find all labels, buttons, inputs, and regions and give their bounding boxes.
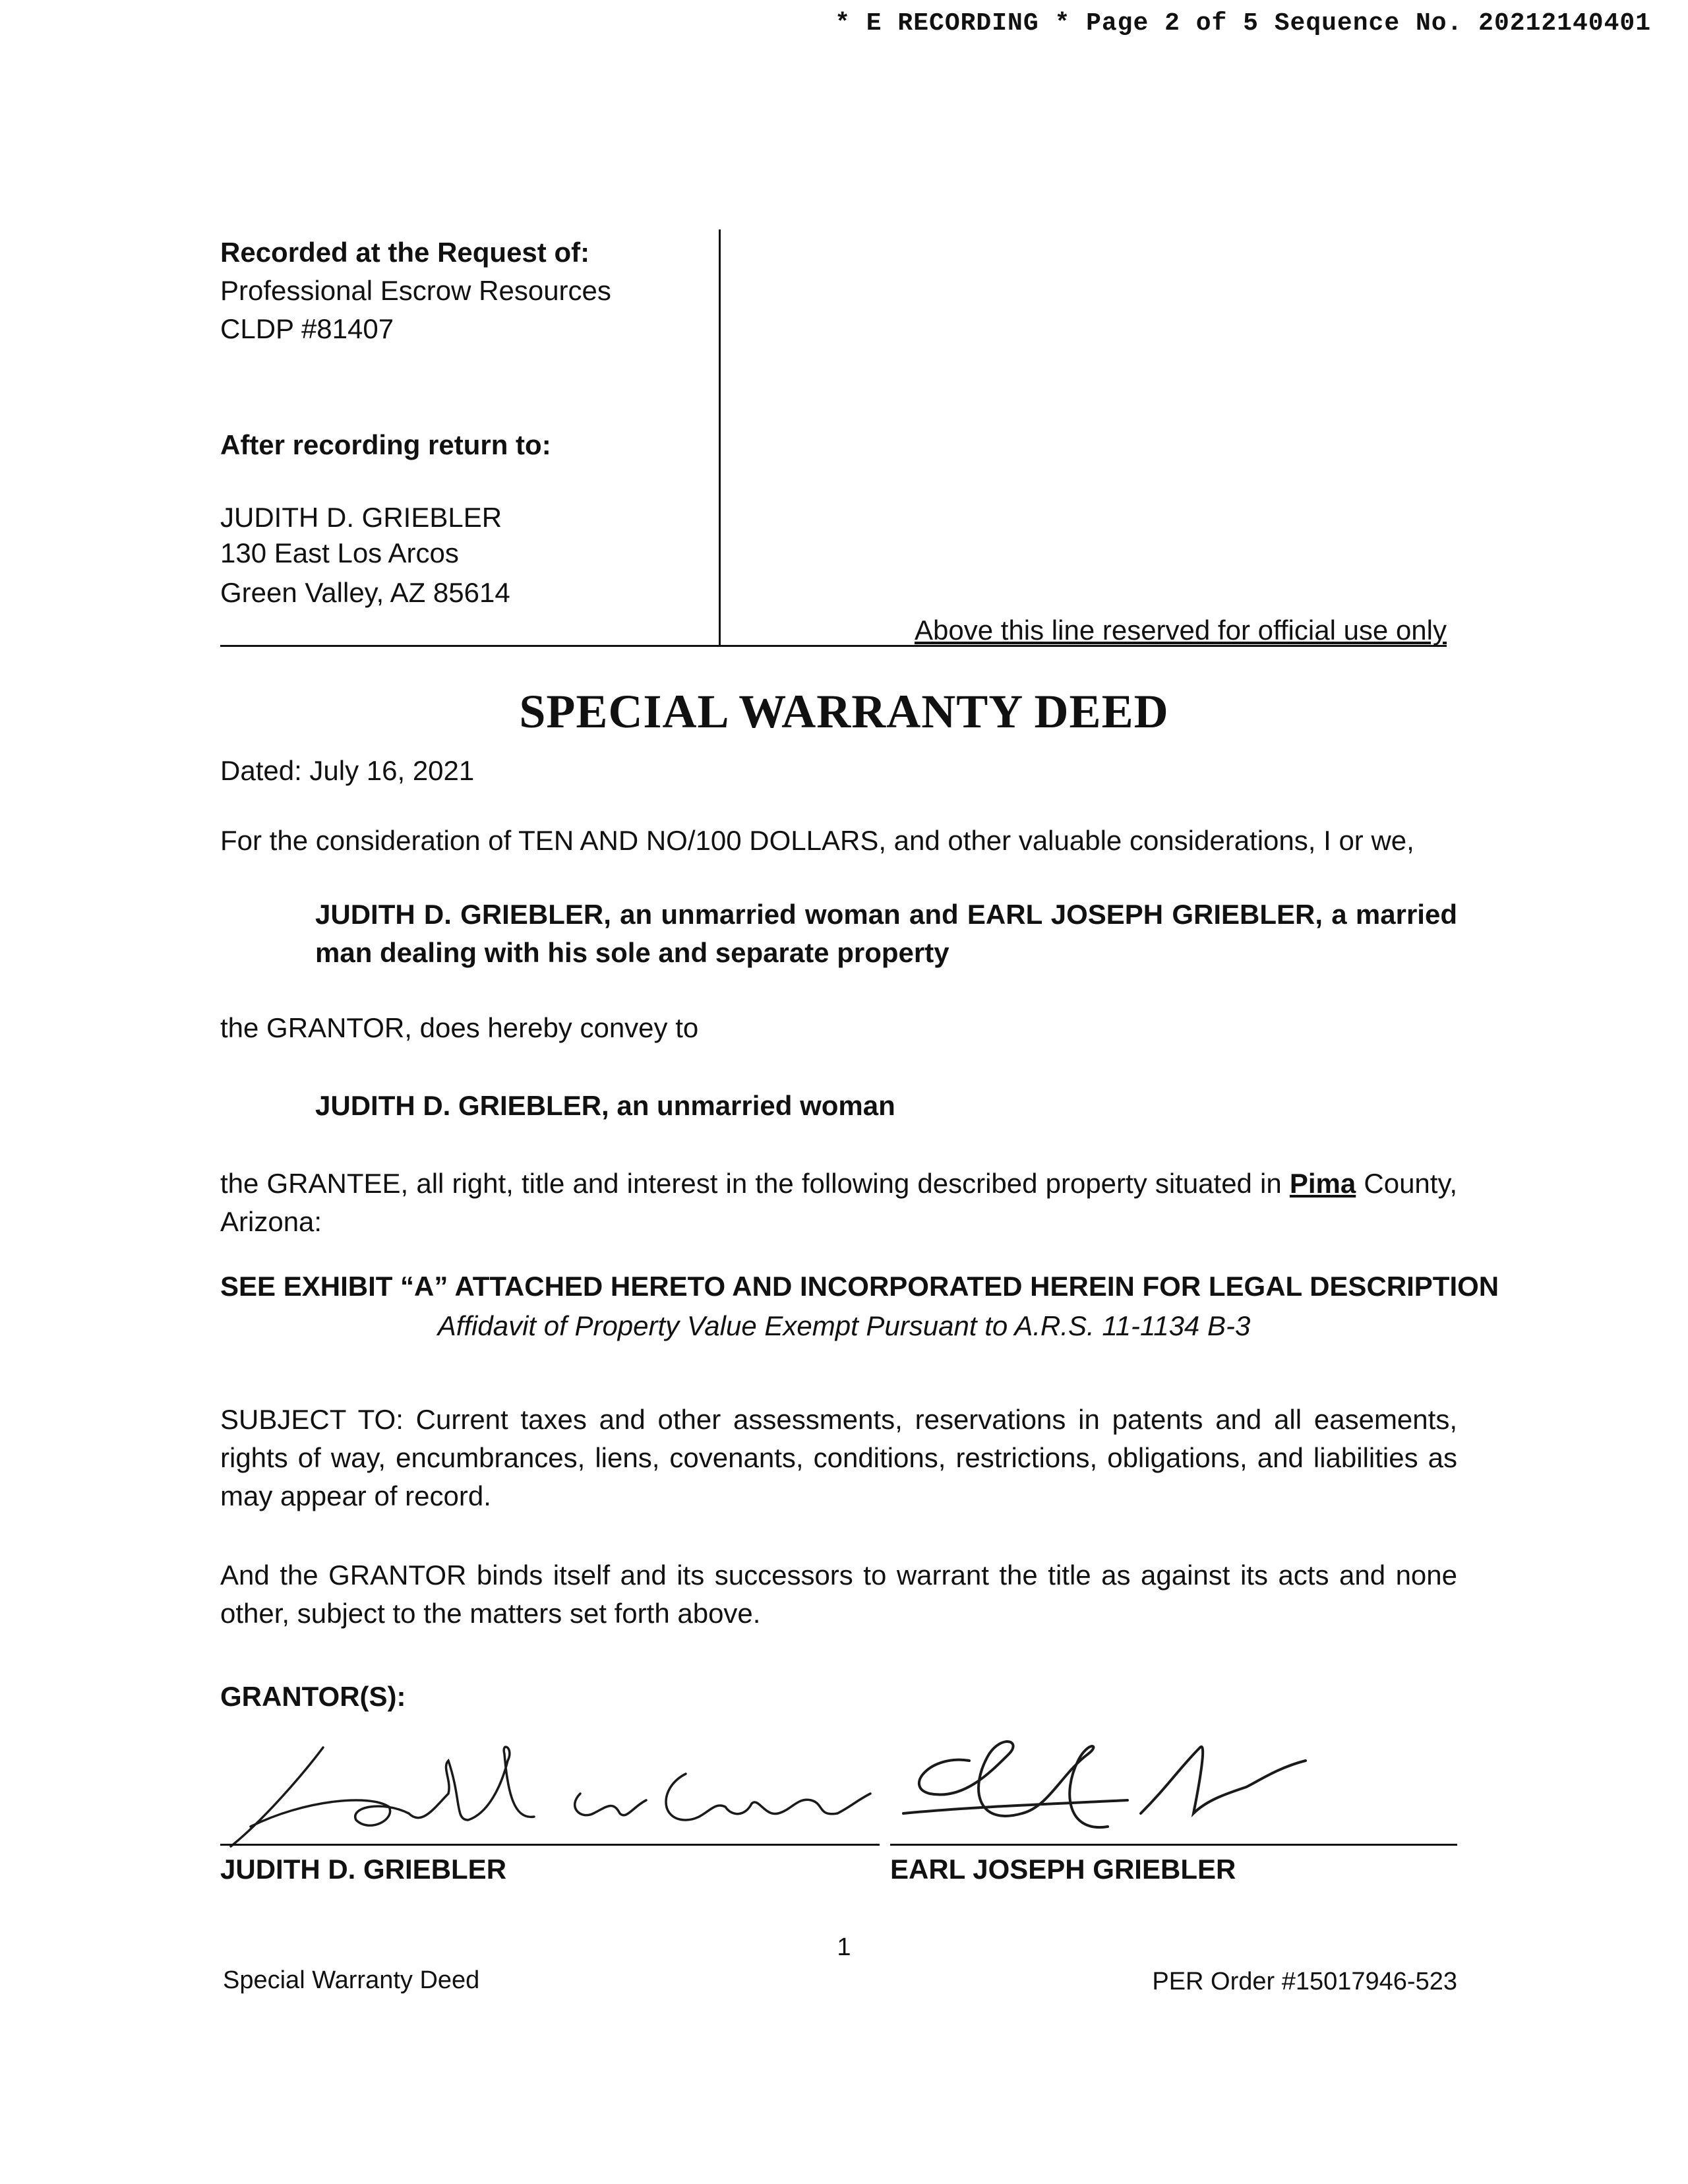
deed-title: SPECIAL WARRANTY DEED (519, 685, 1169, 738)
consideration-paragraph: For the consideration of TEN AND NO/100 DOLLARS, and other valuable considerations, I or we, (220, 825, 1414, 856)
signature-earl (890, 1714, 1352, 1846)
return-city: Green Valley, AZ 85614 (220, 577, 510, 608)
return-name: JUDITH D. GRIEBLER (220, 502, 502, 533)
reserved-note: Above this line reserved for official use only (915, 615, 1447, 646)
grantors-label: GRANTOR(S): (220, 1681, 406, 1712)
grantee-paragraph (220, 1165, 1457, 1241)
convey-line: the GRANTOR, does hereby convey to (220, 1012, 699, 1043)
grantee-text-pre: the GRANTEE, all right, title and interest in the following described property situated in (220, 1168, 1290, 1199)
affidavit-note: Affidavit of Property Value Exempt Pursuant to A.R.S. 11-1134 B-3 (437, 1310, 1251, 1341)
signer-name-earl: EARL JOSEPH GRIEBLER (890, 1854, 1236, 1885)
subject-to-paragraph: SUBJECT TO: Current taxes and other assessments, reservations in patents and all easements, rights of way, encumbrances, liens, covenants, conditions, restrictions, obligations, and liabilities as may appear of record. (220, 1404, 1457, 1511)
exhibit-reference: SEE EXHIBIT “A” ATTACHED HERETO AND INCORPORATED HEREIN FOR LEGAL DESCRIPTION (220, 1271, 1499, 1302)
recorded-request-label: Recorded at the Request of: (220, 237, 590, 268)
return-street: 130 East Los Arcos (220, 537, 459, 568)
handwritten-signature-earl (890, 1714, 1352, 1846)
return-to-label: After recording return to: (220, 429, 551, 460)
recording-stamp: * E RECORDING * Page 2 of 5 Sequence No. 20212140401 (835, 9, 1651, 38)
dated-line: Dated: July 16, 2021 (220, 755, 475, 786)
footer-order-number: PER Order #15017946-523 (1152, 1968, 1457, 1995)
signature-line-earl (890, 1844, 1457, 1846)
recorded-request-code: CLDP #81407 (220, 313, 394, 344)
page-number: 1 (837, 1933, 851, 1961)
county-name: Pima (1289, 1168, 1356, 1199)
footer-doc-name: Special Warranty Deed (223, 1966, 480, 1994)
warrant-paragraph: And the GRANTOR binds itself and its successors to warrant the title as against its acts and none other, subject to the matters set forth above. (220, 1560, 1457, 1629)
recorded-request-name: Professional Escrow Resources (220, 275, 611, 306)
official-use-divider (719, 229, 721, 645)
grantee-name: JUDITH D. GRIEBLER, an unmarried woman (315, 1090, 895, 1121)
signature-judith (224, 1721, 877, 1853)
handwritten-signature-judith (224, 1721, 877, 1853)
signer-name-judith: JUDITH D. GRIEBLER (220, 1854, 507, 1885)
grantee-text-post: County, Arizona: (220, 1168, 1458, 1237)
grantor-names: JUDITH D. GRIEBLER, an unmarried woman and EARL JOSEPH GRIEBLER, a married man dealing with his sole and separate property (315, 899, 1457, 968)
signature-line-judith (220, 1844, 880, 1846)
